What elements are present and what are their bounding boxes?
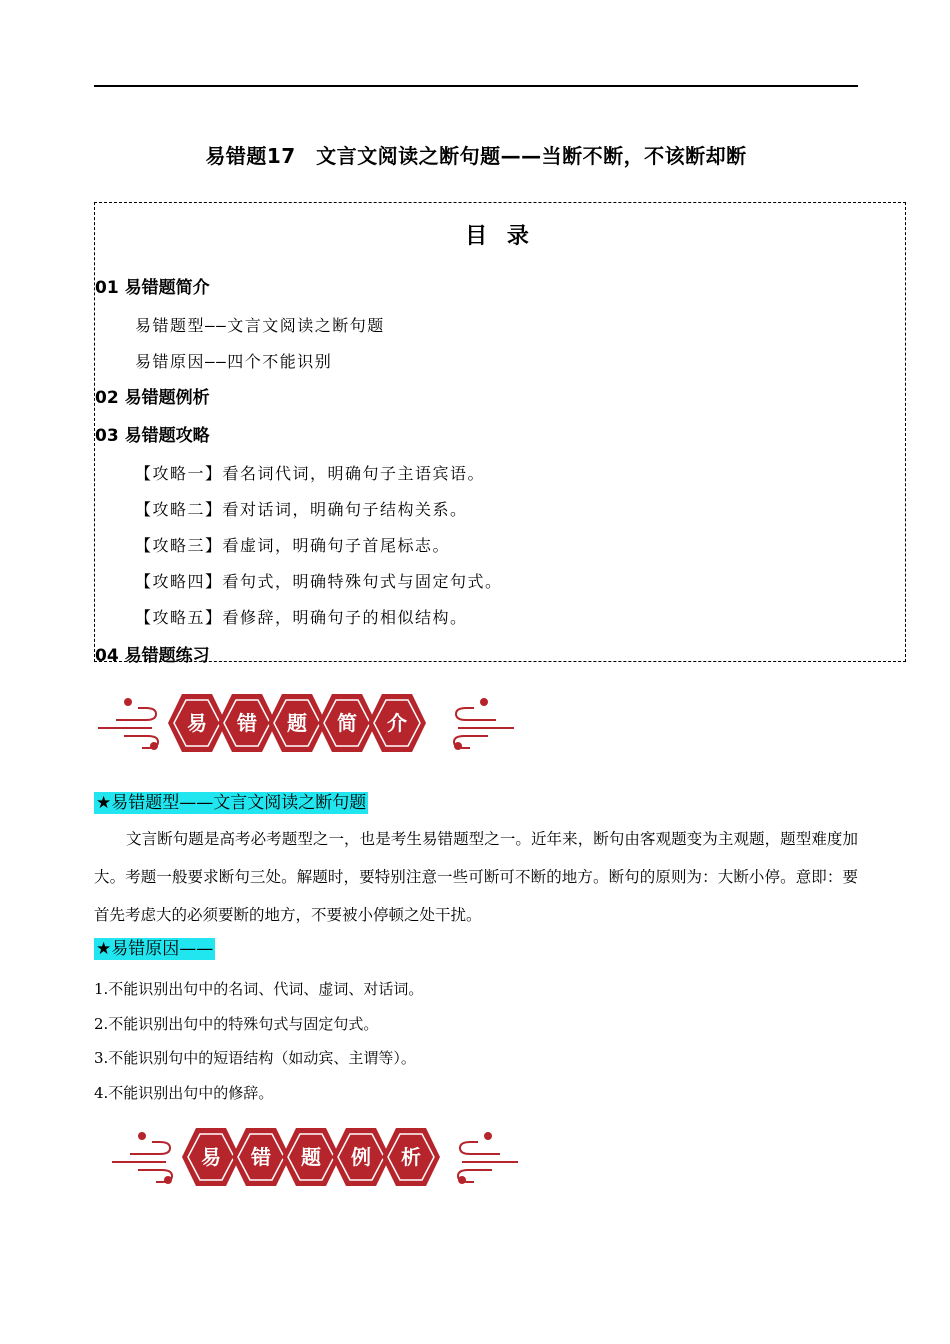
toc-subitem[interactable]: 【攻略三】看虚词，明确句子首尾标志。	[135, 536, 451, 555]
banner-char: 析	[401, 1145, 421, 1169]
banner-char: 易	[201, 1145, 221, 1169]
banner-char: 易	[187, 711, 207, 735]
error-reason-heading: ★易错原因——	[96, 939, 214, 959]
reason-item: 3.不能识别句中的短语结构（如动宾、主谓等）。	[94, 1049, 416, 1067]
reason-item: 1.不能识别出句中的名词、代词、虚词、对话词。	[94, 980, 424, 998]
toc-section-01[interactable]: 01 易错题简介	[95, 278, 210, 298]
toc-subitem[interactable]: 易错题型——文言文阅读之断句题	[135, 316, 385, 335]
table-of-contents	[94, 202, 906, 666]
right-scroll-ornament	[458, 1133, 518, 1183]
reason-item: 2.不能识别出句中的特殊句式与固定句式。	[94, 1015, 379, 1033]
banner-char: 例	[351, 1145, 371, 1169]
toc-subitem[interactable]: 易错原因——四个不能识别	[135, 352, 333, 371]
banner-char: 错	[251, 1145, 271, 1169]
error-type-heading: ★易错题型——文言文阅读之断句题	[96, 793, 367, 813]
left-scroll-ornament	[112, 1133, 172, 1183]
toc-subitem[interactable]: 【攻略五】看修辞，明确句子的相似结构。	[135, 608, 468, 627]
document-title: 易错题17 文言文阅读之断句题——当断不断，不该断却断	[205, 144, 747, 168]
left-scroll-ornament	[98, 699, 158, 749]
toc-section-02[interactable]: 02 易错题例析	[95, 388, 210, 408]
toc-heading: 目 录	[465, 224, 535, 249]
section-banner-example	[110, 1124, 530, 1190]
toc-subitem[interactable]: 【攻略一】看名词代词，明确句子主语宾语。	[135, 464, 486, 483]
banner-char: 题	[301, 1145, 321, 1169]
toc-subitem[interactable]: 【攻略二】看对话词，明确句子结构关系。	[135, 500, 468, 519]
banner-char: 介	[387, 711, 407, 735]
banner-char: 题	[287, 711, 307, 735]
toc-subitem[interactable]: 【攻略四】看句式，明确特殊句式与固定句式。	[135, 572, 503, 591]
section-banner-intro	[96, 690, 516, 756]
header-rule	[94, 85, 858, 87]
banner-char: 简	[337, 711, 357, 735]
error-type-paragraph: 文言断句题是高考必考题型之一，也是考生易错题型之一。近年来，断句由客观题变为主观题，题型难度加大。考题一般要求断句三处。解题时，要特别注意一些可断可不断的地方。断句的原则为：大断小停。意即：要首先考虑大的必须要断的地方，不要被小停顿之处干扰。	[94, 830, 858, 924]
banner-char: 错	[237, 711, 257, 735]
toc-section-04[interactable]: 04 易错题练习	[95, 646, 210, 666]
toc-section-03[interactable]: 03 易错题攻略	[95, 426, 210, 446]
reason-item: 4.不能识别出句中的修辞。	[94, 1084, 274, 1102]
right-scroll-ornament	[454, 699, 514, 749]
